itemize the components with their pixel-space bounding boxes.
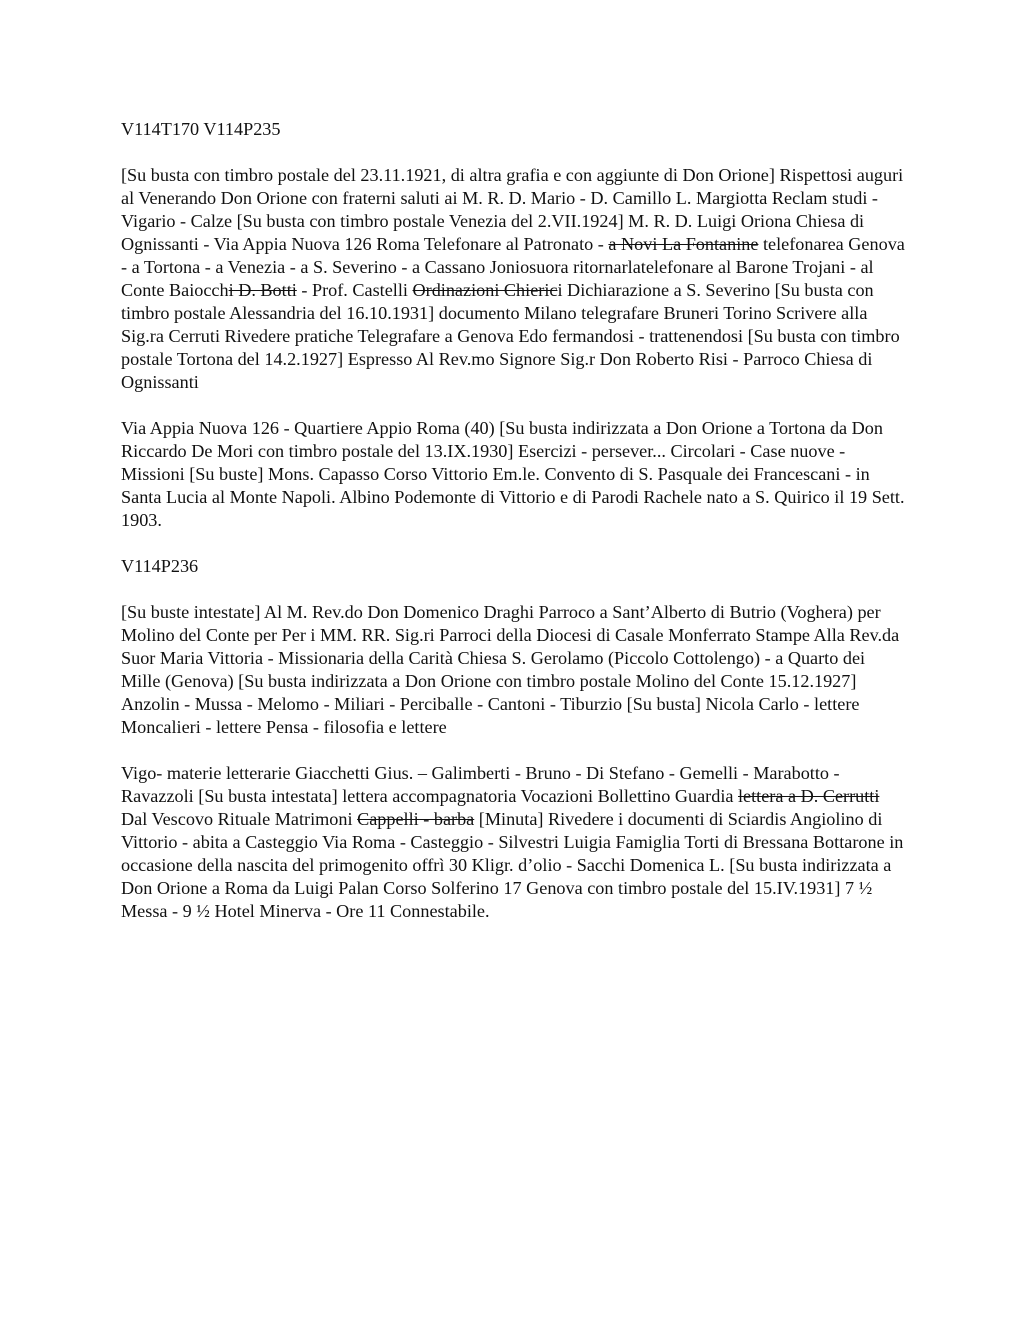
paragraph-3 <box>121 601 907 739</box>
struck-text-segment: Ordinazioni Chieric <box>412 280 558 300</box>
text-segment: - Prof. Castelli <box>296 280 413 300</box>
text-segment: V114T170 V114P235 <box>121 119 281 139</box>
paragraph-4 <box>121 762 907 923</box>
struck-text-segment: a Novi La Fontanine <box>608 234 759 254</box>
text-segment: telefonarea Genova - a Tortona - a Venezia - a S. Severino - a Cassano Joniosuora ritornarlatelefonare al Barone Trojani - al Conte Baiocch <box>121 234 905 300</box>
section-heading-v114p236 <box>121 555 907 578</box>
text-segment: V114P236 <box>121 556 199 576</box>
paragraph-1 <box>121 164 907 394</box>
text-segment: i Dichiarazione a S. Severino [Su busta con timbro postale Alessandria del 16.10.1931] documento Milano telegrafare Bruneri Torino Scrivere alla Sig.ra Cerruti Rivedere pratiche Telegrafare a Genova Edo fermandosi - trattenendosi [Su busta con timbro postale Tortona del 14.2.1927] Espresso Al Rev.mo Signore Sig.r Don Roberto Risi - Parroco Chiesa di Ognissanti <box>121 280 900 392</box>
text-segment: [Su busta con timbro postale del 23.11.1921, di altra grafia e con aggiunte di Don Orione] Rispettosi auguri al Venerando Don Orione con fraterni saluti ai M. R. D. Mario - D. Camillo L. Margiotta Reclam studi - Vigario - Calze [Su busta con timbro postale Venezia del 2.VII.1924] M. R. D. Luigi Oriona Chiesa di Ognissanti - Via Appia Nuova 126 Roma Telefonare al Patronato - <box>121 165 904 254</box>
struck-text-segment: Cappelli - barba <box>357 809 475 829</box>
paragraph-2 <box>121 417 907 532</box>
text-segment: [Su buste intestate] Al M. Rev.do Don Domenico Draghi Parroco a Sant’Alberto di Butrio (Voghera) per Molino del Conte per Per i MM. RR. Sig.ri Parroci della Diocesi di Casale Monferrato Stampe Alla Rev.da Suor Maria Vittoria - Missionaria della Carità Chiesa S. Gerolamo (Piccolo Cottolengo) - a Quarto dei Mille (Genova) [Su busta indirizzata a Don Orione con timbro postale Molino del Conte 15.12.1927] Anzolin - Mussa - Melomo - Miliari - Perciballe - Cantoni - Tiburzio [Su busta] Nicola Carlo - lettere Moncalieri - lettere Pensa - filosofia e lettere <box>121 602 900 737</box>
text-segment: Vigo- materie letterarie Giacchetti Gius. – Galimberti - Bruno - Di Stefano - Gemelli - Marabotto - Ravazzoli [Su busta intestata] lettera accompagnatoria Vocazioni Bollettino Guardia <box>121 763 840 806</box>
text-segment: Via Appia Nuova 126 - Quartiere Appio Roma (40) [Su busta indirizzata a Don Orione a Tortona da Don Riccardo De Mori con timbro postale del 13.IX.1930] Esercizi - persever... Circolari - Case nuove - Missioni [Su buste] Mons. Capasso Corso Vittorio Em.le. Convento di S. Pasquale dei Francescani - in Santa Lucia al Monte Napoli. Albino Podemonte di Vittorio e di Parodi Rachele nato a S. Quirico il 19 Sett. 1903. <box>121 418 905 530</box>
section-heading-v114p235 <box>121 118 907 141</box>
struck-text-segment: lettera a D. Cerrutti <box>738 786 880 806</box>
text-segment: Dal Vescovo Rituale Matrimoni <box>121 809 358 829</box>
struck-text-segment: i D. Botti <box>228 280 297 300</box>
text-segment: [Minuta] Rivedere i documenti di Sciardis Angiolino di Vittorio - abita a Casteggio Via Roma - Casteggio - Silvestri Luigia Famiglia Torti di Bressana Bottarone in occasione della nascita del primogenito offrì 30 Kligr. d’olio - Sacchi Domenica L. [Su busta indirizzata a Don Orione a Roma da Luigi Palan Corso Solferino 17 Genova con timbro postale del 15.IV.1931] 7 ½ Messa - 9 ½ Hotel Minerva - Ore 11 Connestabile. <box>121 809 904 921</box>
document-page <box>121 118 907 946</box>
